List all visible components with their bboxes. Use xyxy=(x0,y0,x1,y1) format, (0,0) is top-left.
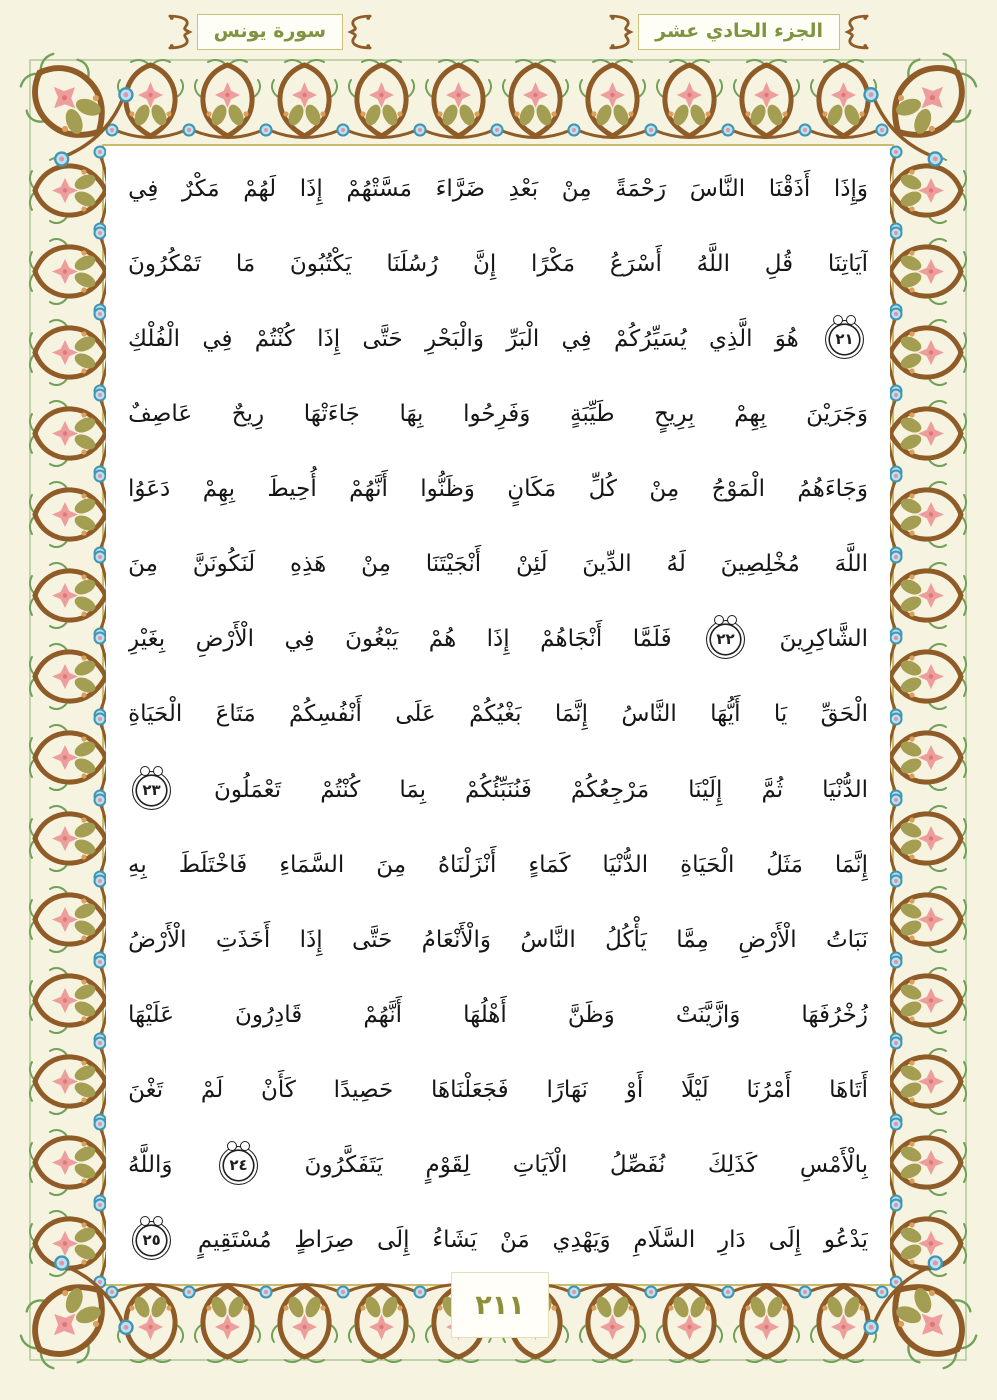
quran-word: أَمْرُنَا xyxy=(746,1077,792,1104)
quran-word: ثُمَّ xyxy=(761,776,784,803)
quran-word: مِمَّا xyxy=(676,926,709,953)
quran-word: إِنَّ xyxy=(473,250,497,277)
quran-word: مَتَاعَ xyxy=(215,701,256,728)
ayah-number: ٢٢ xyxy=(716,630,735,649)
quran-word: بِهِمْ xyxy=(202,476,235,503)
quran-word: وَظَنُّوا xyxy=(420,476,475,503)
quran-word: فَجَعَلْنَاهَا xyxy=(431,1077,509,1104)
quran-word: بَعْدِ xyxy=(508,175,539,202)
quran-word: يَدْعُو xyxy=(823,1227,868,1254)
quran-word: عَلَيْهَا xyxy=(128,1002,174,1029)
quran-word: أَنْجَيْتَنَا xyxy=(425,551,482,578)
quran-word: أَنَّهُمْ xyxy=(349,476,388,503)
quran-word: وَالْبَحْرِ xyxy=(425,325,484,352)
quran-word: النَّاسُ xyxy=(621,701,677,728)
border-top xyxy=(107,60,888,138)
quran-line-3 xyxy=(128,303,868,375)
quran-word: مَسَّتْهُمْ xyxy=(346,175,412,202)
quran-word: عَاصِفٌ xyxy=(128,400,193,427)
ayah-number: ٢٥ xyxy=(142,1231,161,1250)
quran-word: مَثَلُ xyxy=(766,851,803,878)
quran-line-6 xyxy=(128,529,868,601)
quran-word: بِرِيحٍ xyxy=(654,400,695,427)
quran-word: هُمْ xyxy=(428,626,457,653)
quran-word: كَمَاءٍ xyxy=(528,851,571,878)
quran-word: كُلِّ xyxy=(588,476,617,503)
quran-word: مُسْتَقِيمٍ xyxy=(197,1227,272,1254)
quran-word: الدِّينَ xyxy=(582,551,632,578)
quran-word: فَنُنَبِّئُكُمْ xyxy=(465,776,532,803)
quran-word: حَصِيدًا xyxy=(333,1077,394,1104)
quran-word: مَرْجِعُكُمْ xyxy=(570,776,650,803)
quran-word: لَمْ xyxy=(200,1077,224,1104)
quran-word: الْحَيَاةِ xyxy=(128,701,183,728)
quran-word: أَنْفُسِكُمْ xyxy=(288,701,362,728)
quran-word: مَنْ xyxy=(499,1227,530,1254)
quran-word: كَأَنْ xyxy=(261,1077,296,1104)
quran-line-2 xyxy=(128,228,868,300)
ayah-end-marker xyxy=(132,1221,171,1260)
quran-word: النَّاسُ xyxy=(520,926,576,953)
quran-word: كَذَلِكَ xyxy=(707,1152,758,1179)
quran-word: النَّاسَ xyxy=(689,175,746,202)
quran-word: الْأَرْضِ xyxy=(738,926,797,953)
quran-line-11 xyxy=(128,904,868,976)
quran-word: وَيَهْدِي xyxy=(552,1227,611,1254)
quran-word: الْمَوْجُ xyxy=(711,476,766,503)
quran-word: رَحْمَةً xyxy=(615,175,667,202)
quran-word: وَفَرِحُوا xyxy=(463,400,531,427)
quran-word: نُفَصِّلُ xyxy=(609,1152,666,1179)
quran-word: رِيحٌ xyxy=(231,400,265,427)
cartouche-bracket-icon xyxy=(609,11,637,53)
quran-word: يُسَيِّرُكُمْ xyxy=(613,325,687,352)
quran-word: يَكْتُبُونَ xyxy=(289,250,352,277)
quran-word: مِنْ xyxy=(361,551,391,578)
quran-word: تَغْنَ xyxy=(128,1077,164,1104)
quran-line-9 xyxy=(128,754,868,826)
cartouche-bracket-icon xyxy=(344,11,372,53)
quran-word: لَئِنْ xyxy=(516,551,548,578)
quran-word: اللَّهُ xyxy=(696,250,730,277)
quran-word: لَنَكُونَنَّ xyxy=(192,551,256,578)
quran-word: دَعَوُا xyxy=(128,476,171,503)
quran-word: إِنَّمَا xyxy=(554,701,588,728)
quran-word: الْأَرْضِ xyxy=(195,626,255,653)
quran-word: مِنَ xyxy=(376,851,407,878)
quran-word: وَجَاءَهُمُ xyxy=(797,476,868,503)
quran-word: أَنَّهُمْ xyxy=(363,1002,403,1029)
quran-word: الْبَرِّ xyxy=(506,325,540,352)
quran-word: ضَرَّاءَ xyxy=(435,175,486,202)
quran-word: مَكْرٌ xyxy=(181,175,220,202)
quran-word: الْحَيَاةِ xyxy=(680,851,735,878)
quran-word: لَهُ xyxy=(666,551,686,578)
quran-word: لَهُمْ xyxy=(243,175,277,202)
quran-word: إِذَا xyxy=(299,926,323,953)
quran-word: يَشَاءُ xyxy=(432,1227,478,1254)
quran-word: صِرَاطٍ xyxy=(294,1227,355,1254)
quran-line-13 xyxy=(128,1055,868,1127)
quran-word: وَازَّيَّنَتْ xyxy=(675,1002,741,1029)
quran-word: إِذَا xyxy=(299,175,323,202)
quran-word: فِي xyxy=(284,626,315,653)
quran-word: مِنَ xyxy=(128,551,158,578)
quran-word: مَكَانٍ xyxy=(507,476,557,503)
quran-word: الْأَرْضُ xyxy=(128,926,187,953)
quran-word: نَهَارًا xyxy=(546,1077,588,1104)
quran-word: الشَّاكِرِينَ xyxy=(779,626,868,653)
quran-word: مِنْ xyxy=(561,175,592,202)
quran-word: هُوَ xyxy=(774,325,799,352)
cartouche-bracket-icon xyxy=(841,11,869,53)
quran-word: اللَّهَ xyxy=(834,551,868,578)
quran-word: الْآيَاتِ xyxy=(512,1152,568,1179)
quran-word: أَنْزَلْنَاهُ xyxy=(437,851,497,878)
quran-word: وَاللَّهُ xyxy=(128,1152,173,1179)
ayah-end-marker xyxy=(132,771,171,810)
quran-word: زُخْرُفَهَا xyxy=(801,1002,868,1029)
quran-word: إِذَا xyxy=(486,626,510,653)
quran-word: وَإِذَا xyxy=(833,175,868,202)
quran-word: أَوْ xyxy=(625,1077,644,1104)
quran-word: مِنْ xyxy=(649,476,680,503)
quran-line-15 xyxy=(128,1205,868,1277)
quran-word: بِالْأَمْسِ xyxy=(799,1152,868,1179)
quran-word: أَهْلُهَا xyxy=(463,1002,507,1029)
ayah-end-marker xyxy=(219,1146,258,1185)
ayah-number: ٢٤ xyxy=(229,1156,248,1175)
quran-word: عَلَى xyxy=(395,701,436,728)
quran-word: آيَاتِنَا xyxy=(827,250,868,277)
ayah-number: ٢٣ xyxy=(142,780,161,799)
quran-word: نَبَاتُ xyxy=(825,926,868,953)
quran-word: فِي xyxy=(561,325,592,352)
quran-word: يَتَفَكَّرُونَ xyxy=(304,1152,383,1179)
quran-word: بِمَا xyxy=(399,776,427,803)
quran-word: بِهِمْ xyxy=(734,400,767,427)
quran-word: تَمْكُرُونَ xyxy=(128,250,202,277)
quran-word: رُسُلَنَا xyxy=(386,250,439,277)
quran-word: السَّمَاءِ xyxy=(279,851,345,878)
quran-line-4 xyxy=(128,378,868,450)
quran-word: بِغَيْرِ xyxy=(128,626,166,653)
quran-word: فَاخْتَلَطَ xyxy=(178,851,248,878)
quran-word: إِلَيْنَا xyxy=(688,776,723,803)
quran-word: الْحَقِّ xyxy=(820,701,868,728)
quran-word: أُحِيطَ xyxy=(267,476,317,503)
quran-word: أَتَاهَا xyxy=(829,1077,868,1104)
quran-word: بِهِ xyxy=(128,851,147,878)
quran-word: حَتَّى xyxy=(351,926,393,953)
quran-word: وَجَرَيْنَ xyxy=(806,400,868,427)
quran-word: إِلَى xyxy=(376,1227,410,1254)
quran-line-5 xyxy=(128,454,868,526)
quran-word: الدُّنْيَا xyxy=(822,776,868,803)
juz-label: الجزء الحادي عشر xyxy=(638,14,840,51)
quran-word: بِهَا xyxy=(399,400,424,427)
ayah-number: ٢١ xyxy=(835,329,854,348)
quran-word: لَيْلًا xyxy=(681,1077,709,1104)
quran-word: وَالْأَنْعَامُ xyxy=(421,926,491,953)
quran-word: إِلَى xyxy=(768,1227,802,1254)
cartouche-bracket-icon xyxy=(168,11,196,53)
quran-word: الْفُلْكِ xyxy=(128,325,181,352)
quran-text-block xyxy=(106,147,890,1283)
quran-word: طَيِّبَةٍ xyxy=(570,400,615,427)
quran-word: أَذَقْنَا xyxy=(768,175,811,202)
ayah-end-marker xyxy=(825,320,864,359)
quran-word: يَا xyxy=(773,701,788,728)
quran-word: أَنْجَاهُمْ xyxy=(540,626,603,653)
quran-word: أَيُّهَا xyxy=(710,701,741,728)
quran-word: مَكْرًا xyxy=(531,250,576,277)
quran-word: حَتَّى xyxy=(362,325,403,352)
quran-word: مُخْلِصِينَ xyxy=(720,551,800,578)
quran-word: السَّلَامِ xyxy=(633,1227,696,1254)
quran-word: الدُّنْيَا xyxy=(602,851,649,878)
quran-line-1 xyxy=(128,153,868,225)
quran-word: فِي xyxy=(202,325,233,352)
quran-word: فِي xyxy=(128,175,159,202)
quran-line-14 xyxy=(128,1130,868,1202)
quran-word: إِنَّمَا xyxy=(834,851,868,878)
quran-word: دَارِ xyxy=(718,1227,746,1254)
surah-name-label: سورة يونس xyxy=(197,14,343,51)
border-left xyxy=(30,147,108,1288)
border-right xyxy=(889,147,967,1288)
quran-word: تَعْمَلُونَ xyxy=(214,776,282,803)
page-number-box xyxy=(451,1272,549,1338)
quran-word: الَّذِي xyxy=(709,325,753,352)
juz-cartouche xyxy=(609,11,869,53)
surah-name-cartouche xyxy=(168,11,372,53)
quran-word: بَغْيُكُمْ xyxy=(469,701,522,728)
quran-word: أَسْرَعُ xyxy=(609,250,662,277)
quran-word: يَأْكُلُ xyxy=(605,926,647,953)
quran-word: فَلَمَّا xyxy=(632,626,672,653)
quran-line-12 xyxy=(128,980,868,1052)
quran-word: يَبْغُونَ xyxy=(345,626,399,653)
quran-word: جَاءَتْهَا xyxy=(303,400,360,427)
page-number: ٢١١ xyxy=(475,1289,525,1321)
quran-line-10 xyxy=(128,829,868,901)
quran-word: قَادِرُونَ xyxy=(234,1002,303,1029)
quran-word: كُنْتُمْ xyxy=(254,325,295,352)
quran-word: أَخَذَتِ xyxy=(215,926,271,953)
quran-line-7 xyxy=(128,604,868,676)
quran-word: قُلِ xyxy=(764,250,794,277)
quran-word: هَذِهِ xyxy=(290,551,327,578)
quran-word: إِذَا xyxy=(317,325,341,352)
ayah-end-marker xyxy=(706,620,745,659)
quran-word: كُنْتُمْ xyxy=(320,776,361,803)
quran-word: مَا xyxy=(235,250,256,277)
quran-line-8 xyxy=(128,679,868,751)
quran-word: وَظَنَّ xyxy=(567,1002,615,1029)
quran-word: لِقَوْمٍ xyxy=(425,1152,471,1179)
